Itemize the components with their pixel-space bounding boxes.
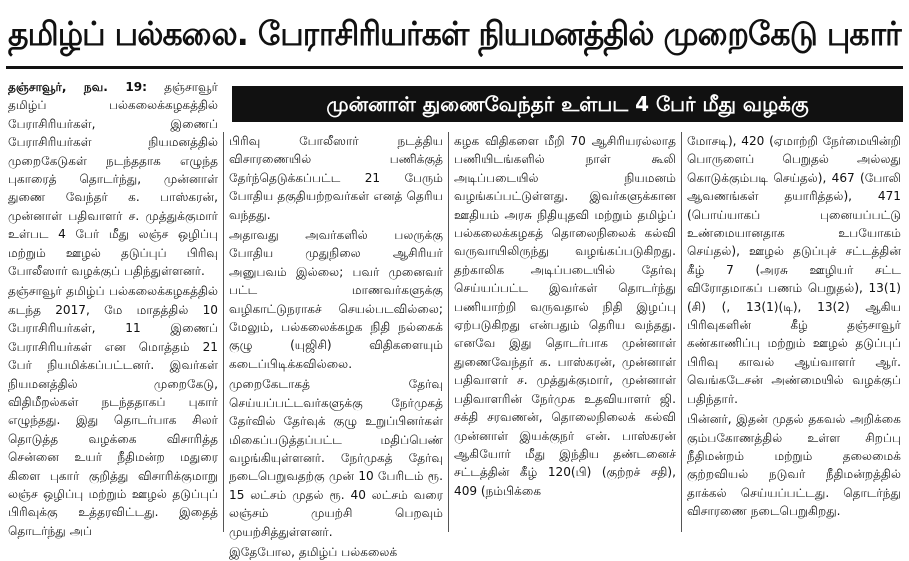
subheadline: முன்னாள் துணைவேந்தர் உள்பட 4 பேர் மீது வழக்கு	[232, 86, 903, 122]
article-paragraph: பிரிவு போலீஸார் நடத்திய விசாரணையில் பணிக்குத் தேர்ந்தெடுக்கப்பட்ட 21 பேரும் போதிய தகுதியற்றவர்கள் எனத் தெரிய வந்தது.	[229, 134, 443, 222]
article-paragraph: மோசடி), 420 (ஏமாற்றி நேர்மையின்றி பொருளைப் பெறுதல் அல்லது கொடுக்கும்படி செய்தல்), 467 (போலி ஆவணங்கள் தயாரித்தல்), 471 (பொய்யாகப் புனையப்பட்டு உண்மையானதாக உபயோகம் செய்தல்), ஊழல் தடுப்புச் சட்டத்தின் கீழ் 7 (அரசு ஊழியர் சட்ட விரோதமாகப் பணம் பெறுதல்), 13(1) (சி) (, 13(1)(டி), 13(2) ஆகிய பிரிவுகளின் கீழ் தஞ்சாவூர் கண்காணிப்பு மற்றும் ஊழல் தடுப்புப் பிரிவு காவல் ஆய்வாளர் ஆர். வெங்கடேசன் அண்மையில் வழக்குப் பதிந்தார்.	[687, 134, 901, 406]
column-divider	[681, 132, 682, 532]
headline-rule	[6, 66, 903, 69]
article-paragraph: அதாவது அவர்களில் பலருக்கு போதிய முதுநிலை ஆசிரியர் அனுபவம் இல்லை; பவர் முனைவர் பட்ட மாணவர்களுக்கு வழிகாட்டுநராகச் செயல்படவில்லை; மேலும், பல்கலைக்கழக நிதி நல்கைக் குழு (யுஜிசி) விதிகளையும் கடைப்பிடிக்கவில்லை.	[229, 228, 443, 371]
article-paragraph: முறைகேடாகத் தேர்வு செய்யப்பட்டவர்களுக்கு நேர்முகத் தேர்வில் தேர்வுக் குழு உறுப்பினர்கள் மிகைப்படுத்தப்பட்ட மதிப்பெண் வழங்கியுள்ளனர். நேர்முகத் தேர்வு நடைபெறுவதற்கு முன் 10 பேரிடம் ரூ. 15 லட்சம் முதல் ரூ. 40 லட்சம் வரை லஞ்சம் முயற்சி பெறவும் முயற்சித்துள்ளனர்.	[229, 377, 443, 539]
article-column-4	[687, 132, 901, 533]
headline: தமிழ்ப் பல்கலை. பேராசிரியர்கள் நியமனத்தில் முறைகேடு புகார்	[8, 14, 901, 53]
article-paragraph: இதேபோல, தமிழ்ப் பல்கலைக்	[229, 544, 398, 559]
dateline: தஞ்சாவூர், நவ. 19:	[8, 80, 148, 94]
article-paragraph	[8, 78, 218, 280]
article-paragraph: தஞ்சாவூர் தமிழ்ப் பல்கலைக்கழகத்தில் கடந்த 2017, மே மாதத்தில் 10 பேராசிரியர்கள், 11 இணைப் பேராசிரியர்கள் என மொத்தம் 21 பேர் நியமிக்கப்பட்டனர். இவர்கள் நியமனத்தில் முறைகேடு, விதிமீறல்கள் நடந்ததாகப் புகார் எழுந்தது. இது தொடர்பாக சிலர் தொடுத்த வழக்கை விசாரித்த சென்னை உயர் நீதிமன்ற மதுரை கிளை புகார் குறித்து விசாரிக்குமாறு லஞ்ச ஒழிப்பு மற்றும் ஊழல் தடுப்புப் பிரிவுக்கு உத்தரவிட்டது. இதைத் தொடர்ந்து அப்	[8, 284, 218, 538]
article-paragraph: பின்னர், இதன் முதல் தகவல் அறிக்கை கும்பகோணத்தில் உள்ள சிறப்பு நீதிமன்றம் மற்றும் தலைமைக் குற்றவியல் நடுவர் நீதிமன்றத்தில் தாக்கல் செய்யப்பட்டது. தொடர்ந்து விசாரணை நடைபெறுகிறது.	[687, 412, 901, 519]
article-column-3	[454, 132, 676, 533]
paragraph-text: தஞ்சாவூர் தமிழ்ப் பல்கலைக்கழகத்தில் பேராசிரியர்கள், இணைப் பேராசிரியர்கள் நியமனத்தில் முறைகேடுகள் நடந்ததாக எழுந்த புகாரைத் தொடர்ந்து, முன்னாள் துணை வேந்தர் க. பாஸ்கரன், முன்னாள் பதிவாளர் ச. முத்துக்குமார் உள்பட 4 பேர் மீது லஞ்ச ஒழிப்பு மற்றும் ஊழல் தடுப்புப் பிரிவு போலீஸார் வழக்குப் பதிந்துள்ளனர்.	[8, 80, 218, 279]
article-column-2	[229, 132, 443, 559]
column-divider	[448, 132, 449, 532]
article-column-1	[8, 78, 218, 538]
column-divider	[223, 132, 224, 532]
article-paragraph: கழக விதிகளை மீறி 70 ஆசிரியரல்லாத பணியிடங்களில் நாள் கூலி அடிப்படையில் நியமனம் வழங்கப்பட்டுள்ளது. இவர்களுக்கான ஊதியம் அரசு நிதியுதவி மற்றும் தமிழ்ப் பல்கலைக்கழகத் தொலைநிலைக் கல்வி வருவாயிலிருந்து வழங்கப்படுகிறது. தற்காலிக அடிப்படையில் தேர்வு செய்யப்பட்ட இவர்கள் தொடர்ந்து பணியாற்றி வருவதால் நிதி இழப்பு ஏற்படுகிறது என்பதும் தெரிய வந்தது. எனவே இது தொடர்பாக முன்னாள் துணைவேந்தர் க. பாஸ்கரன், முன்னாள் பதிவாளர் ச. முத்துக்குமார், முன்னாள் பதிவாளரின் நேர்முக உதவியாளர் ஜி. சக்தி சரவணன், தொலைநிலைக் கல்வி முன்னாள் இயக்குநர் என். பாஸ்கரன் ஆகியோர் மீது இந்திய தண்டனைச் சட்டத்தின் கீழ் 120(பி) (குற்றச் சதி), 409 (நம்பிக்கை	[454, 134, 676, 498]
